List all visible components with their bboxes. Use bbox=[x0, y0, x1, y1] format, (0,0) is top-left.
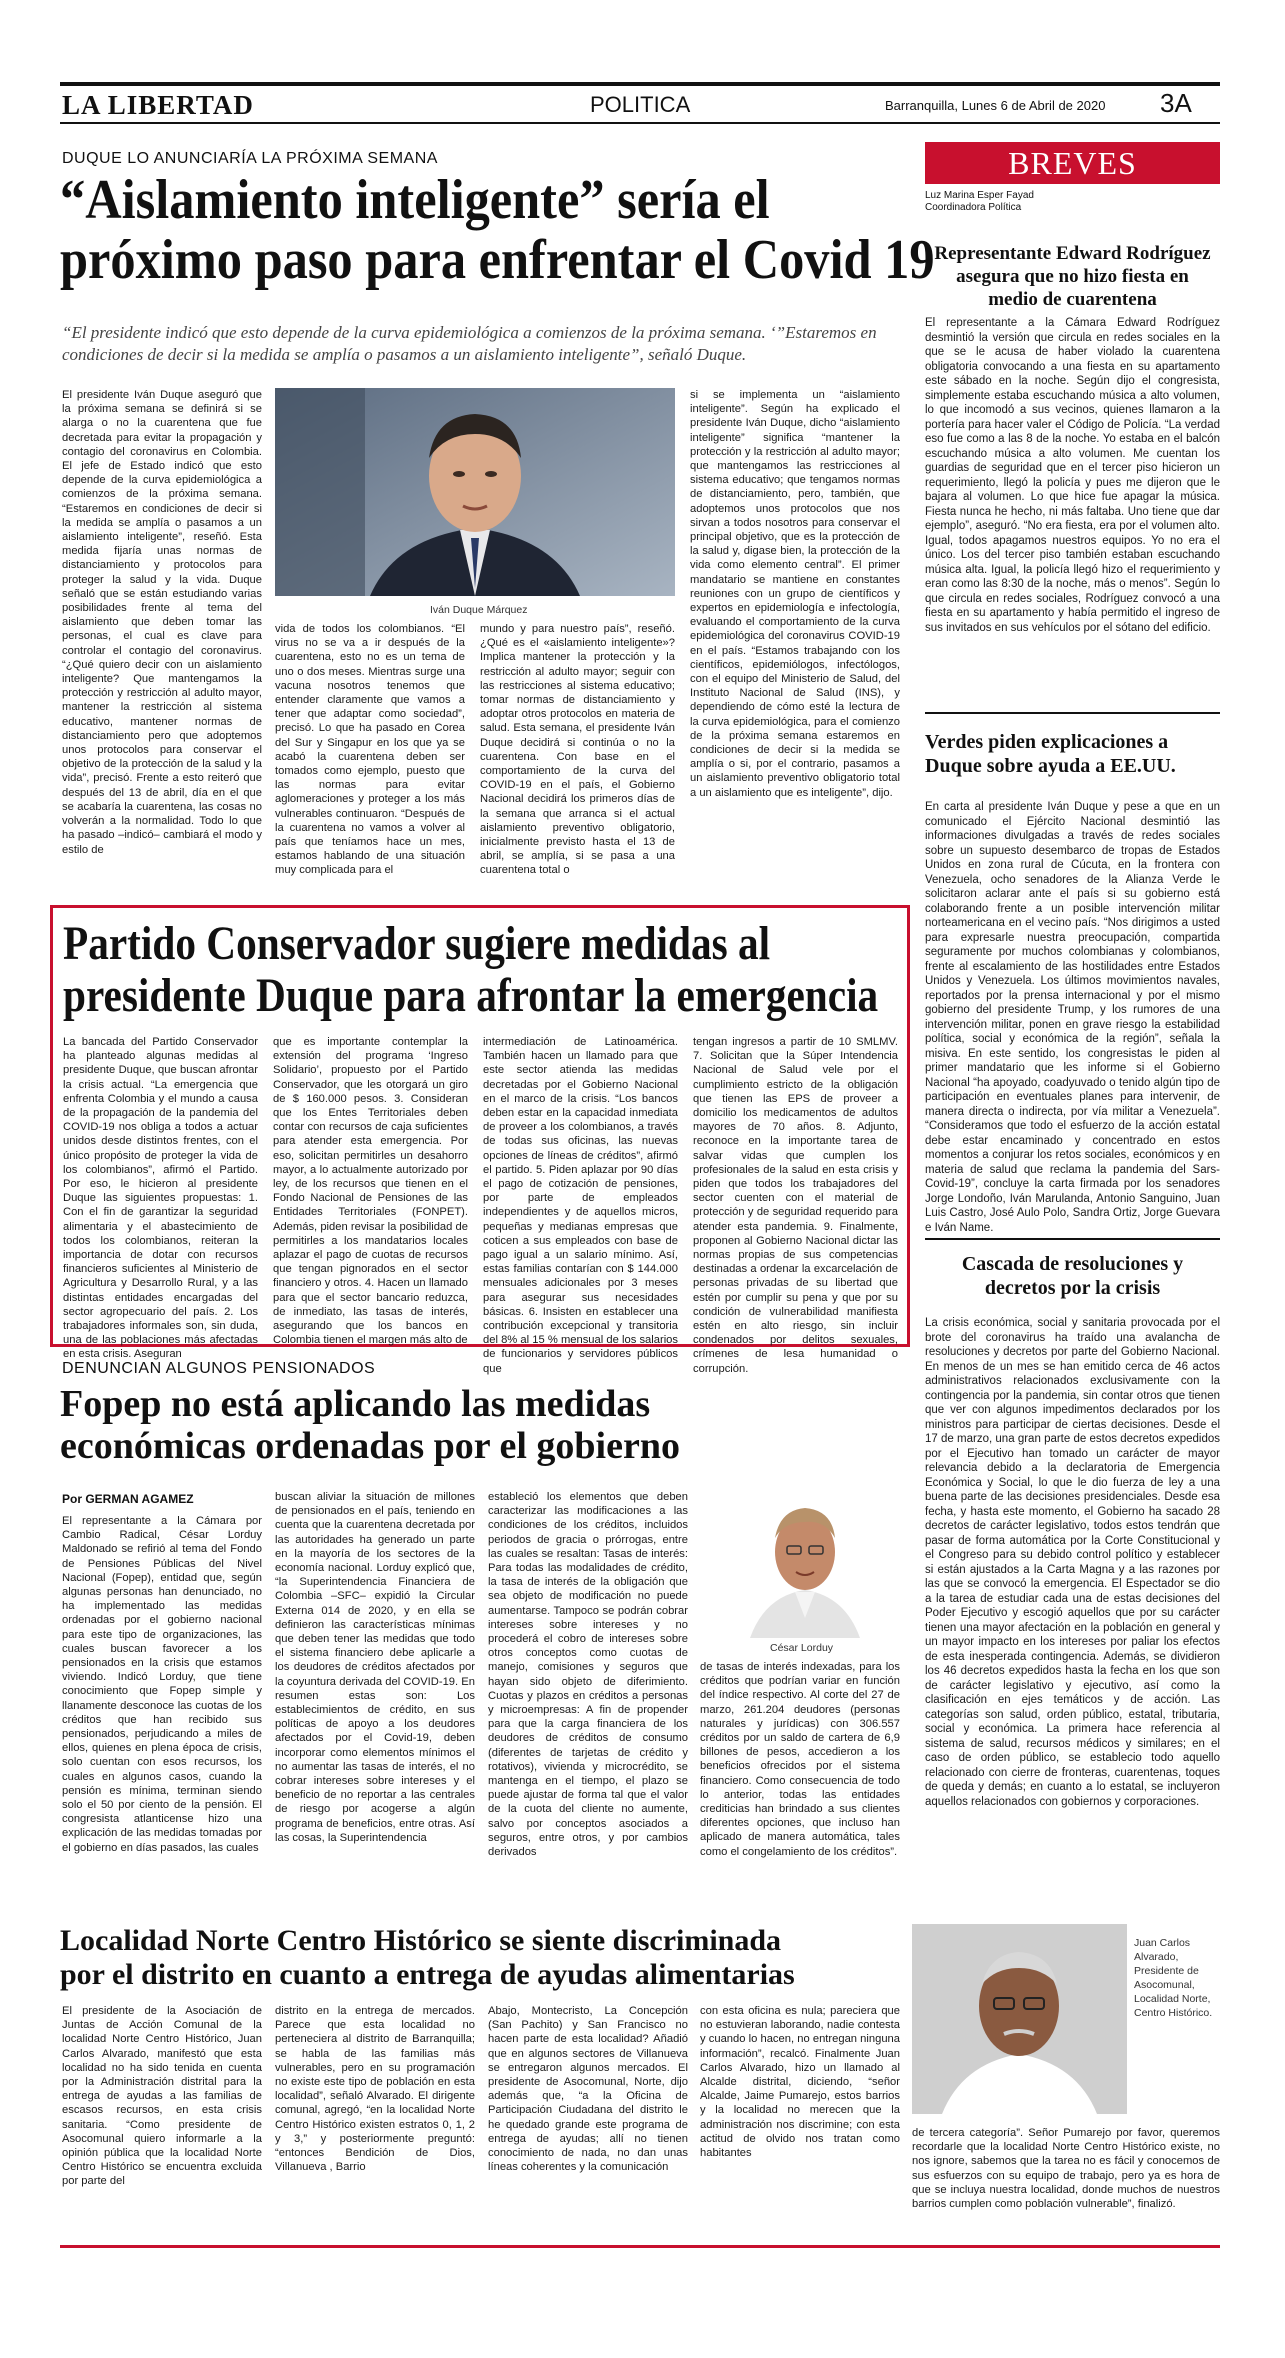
alvarado-photo bbox=[912, 1924, 1127, 2114]
conservador-headline-line-1: Partido Conservador sugiere medidas al bbox=[63, 917, 771, 970]
localidad-headline bbox=[60, 1924, 795, 1992]
breves-title: BREVES bbox=[1008, 145, 1137, 181]
masthead-bottom-rule bbox=[60, 122, 1220, 124]
breve-1-text: El representante a la Cámara Edward Rodríguez desmintió la versión que circula en redes sociales en la que se le acusa de haber violado la cuarentena obligatoria convocando a una fiesta en su apartamento este sábado en la noche. Según dijo el congresista, simplemente estaba escuchando música a alto volumen, lo que incomodó a sus vecinos, quienes llamaron a la portería para hacer valer el Código de Policía. “La verdad eso fue como a las 8 de la noche. Yo estaba en el balcón escuchando música a alto volumen. Me cuentan los guardias de seguridad que en el tercer piso hicieron un requerimiento, llegó la policía y pues me dijeron que le bajara al volumen. Lo que hice fue apagar la música. Fiesta nunca he hecho, ni más faltaba. Uno tiene que dar ejemplo”, aseguró. “No era fiesta, era por el volumen alto. Igual, todos apagamos nuestros equipos. Yo no era el único. Los del tercer piso también estaban escuchando música alta. Igual, la policía llegó hizo el requerimiento y eran como las 8:30 de la noche, más o menos”. Según lo que circula en redes sociales, Rodríguez convocó a una fiesta en su apartamento y había permitido el ingreso de sus invitados en sus vehículos por el sótano del edificio. bbox=[925, 317, 1220, 634]
fopep-headline-line-2: económicas ordenadas por el gobierno bbox=[60, 1425, 680, 1467]
localidad-headline-line-1: Localidad Norte Centro Histórico se siente discriminada bbox=[60, 1924, 782, 1957]
breve-1-headline: Representante Edward Rodríguez asegura que no hizo fiesta en medio de cuarentena bbox=[934, 243, 1211, 310]
paper-name: LA LIBERTAD bbox=[62, 90, 254, 120]
fopep-column-1: El representante a la Cámara por Cambio Radical, César Lorduy Maldonado se refirió al tema del Fondo de Pensiones Públicas del Nivel Nacional (Fopep), entidad que, según algunas personas han denunciado, no ha implementado las medidas ordenadas por el gobierno nacional para este tipo de organizaciones, las cuales buscan favorecer a los pensionados en la crisis que estamos viviendo. Indicó Lorduy, que tiene conocimiento que Fopep simple y llanamente desconoce las cuotas de los créditos que han recibido sus pensionados, perjudicando a miles de ellos, quienes en plena época de crisis, solo cuentan con esos recursos, los cuales en algunos casos, cuando la pensión es mínima, terminan siendo solo el 50 por ciento de la pensión. El congresista atlanticense hizo una explicación de las medidas tomadas por el gobierno en días pasados, las cuales bbox=[62, 1515, 262, 1854]
fopep-headline-line-1: Fopep no está aplicando las medidas bbox=[60, 1383, 651, 1425]
fopep-column-3: estableció los elementos que deben caracterizar las modificaciones a las condiciones de los créditos, incluidos periodos de gracia o prórrogas, entre las cuales se resaltan: Tasas de interés: Para todas las modalidades de crédito, la tasa de interés de la obligación que sea objeto de modificación no puede aumentarse. Tampoco se podrán cobrar intereses sobre intereses y no procederá el cobro de intereses sobre otros conceptos como cuotas de manejo, comisiones y seguros que hayan sido objeto de diferimiento. Cuotas y plazos en créditos a personas y microempresas: A fin de propender para que la carga financiera de los deudores de créditos de consumo (diferentes de tarjetas de crédito y rotativos), vivienda y microcrédito, se mantenga en el tiempo, el plazo se puede ajustar de forma tal que el valor de la cuota del cliente no aumente, salvo por conceptos asociados a seguros, entre otros, y por cambios derivados bbox=[488, 1491, 688, 1859]
breve-divider-1 bbox=[925, 712, 1220, 714]
breve-3-headline: Cascada de resoluciones y decretos por la crisis bbox=[961, 1253, 1184, 1299]
breve-2-headline: Verdes piden explicaciones a Duque sobre ayuda a EE.UU. bbox=[925, 731, 1176, 777]
localidad-column-4: con esta oficina es nula; pareciera que no estuvieran laborando, nadie contesta y cuando lo hacen, no entregan ninguna información”, recalcó. Finalmente Juan Carlos Alvarado, hizo un llamado al Alcalde distrital, diciendo, “señor Alcalde, Jaime Pumarejo, estos barrios y la localidad no merecen que la administración nos discrimine; con esta actitud de olvido nos tratan como habitantes bbox=[700, 2005, 900, 2160]
lead-column-2: vida de todos los colombianos. “El virus no se va a ir después de la cuarentena, esto no es un tema de uno o dos meses. Mientras surge una vacuna nosotros tenemos que entender claramente que vamos a tener que adaptar como sociedad”, precisó. Lo que ha pasado en Corea del Sur y Singapur en los que ya se acabó la cuarentena deben ser tomados como ejemplo, puesto que las normas para evitar aglomeraciones y proteger a los más vulnerables continuaron. “Después de la cuarentena no vamos a volver al país que teníamos hace un mes, estamos hablando de una situación muy complicada para el bbox=[275, 623, 465, 877]
lead-headline bbox=[60, 169, 935, 291]
lorduy-photo bbox=[720, 1488, 890, 1638]
conservador-headline bbox=[63, 918, 889, 1022]
section-name: POLITICA bbox=[590, 92, 691, 117]
lorduy-photo-caption: César Lorduy bbox=[770, 1642, 834, 1654]
alvarado-portrait-image bbox=[912, 1924, 1127, 2114]
fopep-column-4: de tasas de interés indexadas, para los créditos que podrían variar en función del índice respectivo. Al corte del 27 de marzo, 261.204 deudores (personas naturales y jurídicas) con 306.557 créditos por un saldo de cartera de 6,9 billones de pesos, accedieron a los beneficios ofrecidos por el sistema financiero. Como consecuencia de todo lo anterior, todas las entidades crediticias han brindado a sus clientes diferentes opciones, que incluso han aplicado de manera automática, tales como el congelamiento de los créditos”. bbox=[700, 1661, 900, 1858]
duque-photo-caption: Iván Duque Márquez bbox=[430, 604, 528, 616]
lead-headline-line-1: “Aislamiento inteligente” sería el bbox=[60, 169, 770, 231]
page-number: 3A bbox=[1160, 88, 1192, 118]
lorduy-portrait-image bbox=[720, 1488, 890, 1638]
page-bottom-rule bbox=[60, 2245, 1220, 2248]
breves-banner bbox=[925, 142, 1220, 184]
fopep-column-2: buscan aliviar la situación de millones de pensionados en el país, teniendo en cuenta que la cuarentena decretada por las autoridades ha generado un parte en la mayoría de los sectores de la economía nacional. Lorduy explicó que, “la Superintendencia Financiera de Colombia –SFC– expidió la Circular Externa 014 de 2020, y en ella se definieron las características mínimas que deben tener las medidas que todo el sistema financiero debe aplicarle a los deudores de créditos afectados por la coyuntura derivada del COVID-19. En resumen estas son: Los establecimientos de crédito, en sus políticas de apoyo a los deudores afectados por el Covid-19, deben incorporar como elementos mínimos el no aumentar las tasas de interés, el no cobrar intereses sobre intereses y el beneficio de no reportar a las centrales de riesgo por acogerse a algún programa de beneficios, entre otras. Así las cosas, la Superintendencia bbox=[275, 1491, 475, 1844]
conservador-headline-line-2: presidente Duque para afrontar la emergencia bbox=[63, 969, 879, 1022]
breve-divider-2 bbox=[925, 1238, 1220, 1240]
breves-author bbox=[925, 190, 1034, 214]
duque-photo bbox=[275, 388, 675, 596]
fopep-headline bbox=[60, 1383, 680, 1467]
lead-column-4: si se implementa un “aislamiento inteligente”. Según ha explicado el presidente Iván Duque, dicho “aislamiento inteligente” significa “mantener la protección y la restricción al adulto mayor; que mantengamos las restricciones al sistema educativo; que tengamos normas de distanciamiento, pero, también, que adoptemos unos protocolos que nos sirvan a todos nosotros para conservar el principal objetivo, que es la protección de la salud y, digase bien, la protección de la vida como elemento central”. El primer mandatario se mantiene en constantes reuniones con un grupo de científicos y expertos en epidemiología e infectología, evaluando el comportamiento de la curva epidemiológica del coronavirus COVID-19 en el país. “Estamos trabajando con los científicos, epidemiólogos, infectólogos, con el equipo del Ministerio de Salud, del Instituto Nacional de Salud (INS), y dependiendo de cómo esté la lectura de la curva epidemiológica, para el comienzo de la próxima semana estaremos en condiciones de decir si la medida se amplía o si, por el contrario, pasamos a un aislamiento preventivo obligatorio total a un aislamiento que es inteligente”, dijo. bbox=[690, 389, 900, 799]
duque-portrait-image bbox=[275, 388, 675, 596]
lead-kicker: DUQUE LO ANUNCIARÍA LA PRÓXIMA SEMANA bbox=[62, 150, 438, 167]
fopep-kicker: DENUNCIAN ALGUNOS PENSIONADOS bbox=[62, 1360, 376, 1377]
lead-headline-line-2: próximo paso para enfrentar el Covid 19 bbox=[60, 229, 935, 291]
conservador-column-4: tengan ingresos a partir de 10 SMLMV. 7. Solicitan que la Súper Intendencia Nacional de Salud vele por el cumplimiento estricto de la obligación que tienen las EPS de proveer a domicilio los medicamentos de adultos mayores de 70 años. 8. Adjunto, reconoce en la importante tarea de salvar vidas que cumplen los profesionales de la salud en esta crisis y piden que todos los trabajadores del sector cuenten con el material de protección y de seguridad requerido para atender esta pandemia. 9. Finalmente, proponen al Gobierno Nacional dictar las normas propias de sus competencias destinadas a ordenar la excarcelación de personas privadas de su libertad que estén por cumplir su pena y que por su condición de vulnerabilidad manifiesta estén en alto riesgo, sin incluir condenados por delitos sexuales, crímenes de lesa humanidad o corrupción. bbox=[693, 1036, 898, 1375]
localidad-column-5: de tercera categoría”. Señor Pumarejo por favor, queremos recordarle que la localidad Norte Centro Histórico existe, no nos ignore, sabemos que la tarea no es fácil y conocemos de sus esfuerzos con su equipo de trabajo, pero ya es hora de que se incluya nuestra localidad, donde muchos de nuestros barrios cumplen como población vulnerable”, finalizó. bbox=[912, 2127, 1220, 2211]
localidad-headline-line-2: por el distrito en cuanto a entrega de ayudas alimentarias bbox=[60, 1958, 795, 1991]
conservador-column-2: que es importante contemplar la extensión del programa ‘Ingreso Solidario’, propuesto por el Partido Conservador, que les otorgará un giro de $ 160.000 pesos. 3. Consideran que los Entes Territoriales deben contar con recursos de caja suficientes para atender esta emergencia. Por eso, solicitan permitirles un desahorro mayor, a lo actualmente autorizado por ley, de los recursos que tienen en el Fondo Nacional de Pensiones de las Entidades Territoriales (FONPET). Además, piden revisar la posibilidad de permitirles a los mandatarios locales aplazar el pago de cuotas de recursos que tengan pignorados en el sector financiero y otros. 4. Hacen un llamado para que el sector bancario reduzca, de inmediato, las tasas de interés, asegurando que los bancos en Colombia tienen el margen más alto de bbox=[273, 1036, 468, 1347]
lead-column-3: mundo y para nuestro país”, reseñó. ¿Qué es el «aislamiento inteligente»? Implica mantener la protección y la restricción al adulto mayor; seguir con las restricciones al sistema educativo; tomar normas de distanciamiento y adoptar otros protocolos en materia de salud. Esta semana, el presidente Iván Duque decidirá si continúa o no la cuarentena. Con base en el comportamiento de la curva del COVID-19 en el país, el Gobierno Nacional decidirá los primeros días de la semana que arranca si el actual aislamiento preventivo obligatorio, inicialmente previsto hasta el 13 de abril, se amplía, si se pasa a una cuarentena total o bbox=[480, 623, 675, 877]
fopep-byline: Por GERMAN AGAMEZ bbox=[62, 1492, 194, 1506]
breve-3-text: La crisis económica, social y sanitaria provocada por el brote del coronavirus ha traído una avalancha de resoluciones y decretos por parte del Gobierno Nacional. En menos de un mes se han emitido cerca de 46 actos administrativos relacionados exclusivamente con la contingencia por la pandemia, sin contar otros que tienen que ver con algunos impedimentos declarados por los ministros para participar de ciertas decisiones. Desde el 17 de marzo, una gran parte de estos decretos expedidos por el Ejecutivo han tomado un carácter de mayor relevancia debido a la declaratoria de Emergencia Económica y Social, lo que le dio fuerza de ley a una buena parte de las decisiones presidenciales. Desde esa fecha, y hasta este momento, el Gobierno ha sacado 28 decretos de carácter legislativo, todos estos tendrán que pasar de forma automática por la Corte Constitucional y el Congreso para su debido control político y establecer si están ajustados a la Carta Magna y a las razones por las que se convocó la emergencia. El Espectador se dio a la tarea de estudiar cada una de estas decisiones del Poder Ejecutivo y escogió aquellos que por su carácter tienen una mayor afectación en la población en general y un mayor impacto en los intereses por paliar los efectos de esta inesperada contingencia. Además, se dividieron los 46 decretos expedidos hasta la fecha en los que son de carácter legislativo y ejecutivo, así como la clasificación en ejes temáticos y de acción. Las categorías son salud, orden público, estatal, tributaria, social y económica. La primera hace referencia al sistema de salud, recursos médicos y similares; en el caso de orden público, se establecio todo aquello relacionado con cierre de fronteras, cuarentenas, toques de queda y demás; en cuanto a lo estatal, se incluyeron aquellos relacionados con gobiernos y corporaciones. bbox=[925, 1317, 1220, 1808]
alvarado-photo-caption: Juan Carlos Alvarado, Presidente de Asocomunal, Localidad Norte, Centro Histórico. bbox=[1134, 1937, 1213, 2019]
dateline: Barranquilla, Lunes 6 de Abril de 2020 bbox=[885, 98, 1106, 113]
lead-column-1: El presidente Iván Duque aseguró que la próxima semana se definirá si se alarga o no la cuarentena que fue decretada para evitar la propagación y contagio del coronavirus en Colombia. El jefe de Estado indicó que esto depende de la curva epidemiológica a comienzos de la próxima semana. “Estaremos en condiciones de decir si la medida se amplía o pasamos a un aislamiento inteligente”, reseñó. Esta medida fijaría unas normas de distanciamiento y protocolos para proteger la salud y la vida. Duque señaló que se están estudiando varias posibilidades frente al tema del aislamiento que deben tomar las personas, el cual es clave para controlar el contagio del coronavirus. “¿Qué quiero decir con un aislamiento inteligente? Que mantengamos la protección y restricción al adulto mayor, mantener la restricción al sistema educativo, mantener normas de distanciamiento pero que adoptemos unos protocolos para conservar el objetivo de la protección de la salud y la vida”, precisó. Frente a esto reiteró que después del 13 de abril, día en el que se acabaría la cuarentena, las cosas no volverán a la normalidad. Todo lo que ha pasado –indicó– cambiará el modo y estilo de bbox=[62, 389, 262, 856]
localidad-column-2: distrito en la entrega de mercados. Parece que esta localidad no perteneciera al distrito de Barranquilla; se habla de las familias más vulnerables, pero en su programación no existe este tipo de población en esta localidad”, señaló Alvarado. El dirigente comunal, agregó, “en la localidad Norte Centro Histórico existen estratos 0, 1, 2 y 3,” y posteriormente preguntó: “entonces Bendición de Dios, Villanueva , Barrio bbox=[275, 2005, 475, 2174]
breves-author-role: Coordinadora Política bbox=[925, 202, 1022, 213]
conservador-column-1: La bancada del Partido Conservador ha planteado algunas medidas al presidente Duque, que buscan afrontar la crisis actual. “La emergencia que enfrenta Colombia y el mundo a causa de la propagación de la pandemia del COVID-19 nos obliga a todos a actuar unidos desde distintos frentes, con el único propósito de proteger la vida de los colombianos”, afirmó el Partido. Por eso, le hicieron al presidente Duque las siguientes propuestas: 1. Con el fin de garantizar la seguridad alimentaria y el abastecimiento de todos los colombianos, reiteran la importancia de dotar con recursos financieros suficientes al Ministerio de Agricultura y Desarrollo Rural, y a las distintas entidades encargadas del sector agropecuario del país. 2. Los trabajadores informales son, sin duda, una de las poblaciones más afectadas en esta crisis. Aseguran bbox=[63, 1036, 258, 1361]
breves-author-name: Luz Marina Esper Fayad bbox=[925, 190, 1034, 201]
masthead-top-rule bbox=[60, 82, 1220, 86]
lead-deck: “El presidente indicó que esto depende de la curva epidemiológica a comienzos de la próxima semana. ‘”Estaremos en condiciones de decir si la medida se amplía o pasamos a un aislamiento inteligente”, señaló Duque. bbox=[62, 323, 877, 364]
localidad-column-3: Abajo, Montecristo, La Concepción (San Pachito) y San Francisco no hacen parte de esta localidad? Añadió que en algunos sectores de Villanueva se entregaron algunos mercados. El presidente de Asocomunal, Norte, dijo además que, “a la Oficina de Participación Ciudadana del distrito le he quedado grande este programa de entrega de ayudas; allí no tienen conocimiento de nada, no dan unas líneas coherentes y la comunicación bbox=[488, 2005, 688, 2174]
localidad-column-1: El presidente de la Asociación de Juntas de Acción Comunal de la localidad Norte Centro Histórico, Juan Carlos Alvarado, manifestó que esta localidad no ha sido tenida en cuenta por la Administración distrital para la entrega de ayudas a las familias de escasos recursos, en esta crisis sanitaria. “Como presidente de Asocomunal quiero informarle a la opinión pública que la localidad Norte Centro Histórico se encuentra excluida por parte del bbox=[62, 2005, 262, 2188]
breve-2-text: En carta al presidente Iván Duque y pese a que en un comunicado el Ejército Nacional desmintió las informaciones divulgadas a través de redes sociales sobre un supuesto desembarco de tropas de Estados Unidos en zona rural de Cúcuta, en la frontera con Venezuela, ocho senadores de la Alianza Verde le solicitaron aclarar ante el país si su gobierno está colaborando frente a un posible intervención militar norteamericana en el vecino país. “Nos dirigimos a usted para expresarle nuestra preocupación, compartida seguramente por muchos colombianas y colombianos, frente al escalamiento de las hostilidades entre Estados Unidos y Venezuela. Los últimos movimientos navales, reportados por la prensa internacional y por el mismo gobierno del presidente Trump, y los rumores de una intervención militar, ponen en grave riesgo la estabilidad política, social y económica de la región”, señala la misiva. En este sentido, los congresistas le piden al primer mandatario que les informe si el Gobierno Nacional “ha apoyado, coadyuvado o tenido algún tipo de participación en eventuales planes para intervenir, de manera directa o indirecta, por vía militar a Venezuela”. “Consideramos que todo el esfuerzo de la acción estatal debe estar encaminado y concentrado en estos momentos a conjurar los retos sociales, económicos y en materia de salud que reclama la pandemia del Sars-Covid-19”, concluye la carta firmada por los senadores Jorge Londoño, Iván Marulanda, Antonio Sanguino, Juan Luis Castro, José Aulo Polo, Sandra Ortiz, Jorge Guevara e Iván Name. bbox=[925, 801, 1220, 1234]
conservador-column-3: intermediación de Latinoamérica. También hacen un llamado para que este sector atienda las medidas decretadas por el Gobierno Nacional en el marco de la crisis. “Los bancos deben estar en la capacidad inmediata de proveer a los colombianos, a través de todas sus oficinas, las nuevas opciones de líneas de créditos”, afirmó el partido. 5. Piden aplazar por 90 días el pago de cotización de pensiones, por parte de empleados independientes y de aquellos micros, pequeñas y medianas empresas que coticen a sus empleados con base de pago igual a un salario mínimo. Así, estas familias contarían con $ 144.000 mensuales adicionales por 3 meses para asegurar sus necesidades básicas. 6. Insisten en establecer una contribución excepcional y transitoria del 8% al 15 % mensual de los salarios de funcionarios y servidores públicos que bbox=[483, 1036, 678, 1375]
